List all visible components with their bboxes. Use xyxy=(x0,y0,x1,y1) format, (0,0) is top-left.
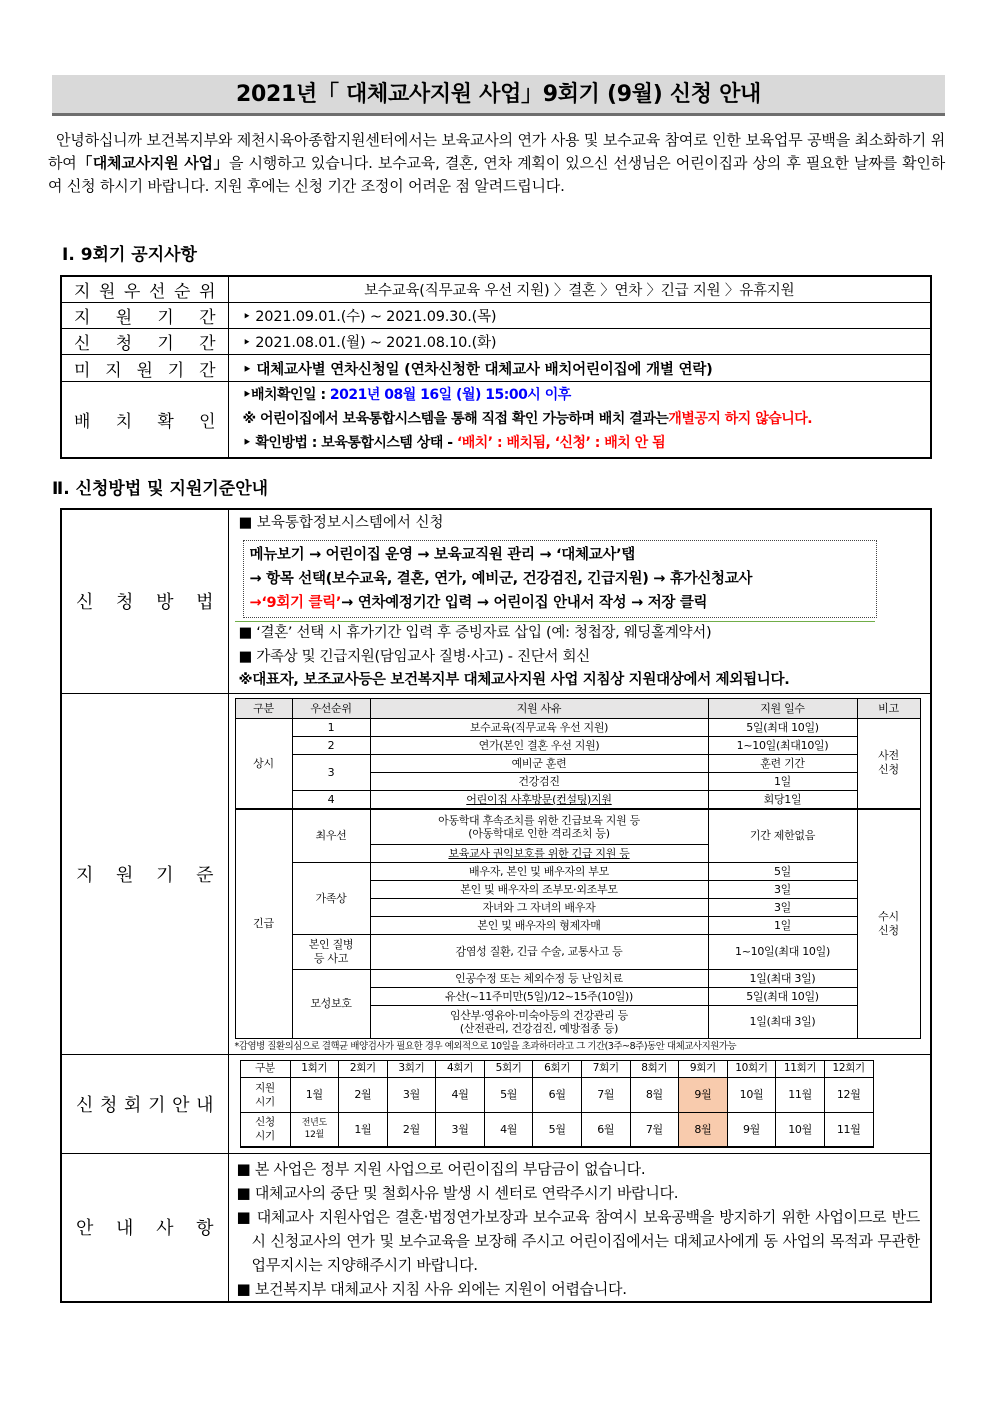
sessions-header-session: 4회기 xyxy=(436,1060,485,1077)
sessions-header-session: 11회기 xyxy=(776,1060,825,1077)
sessions-month-text: 7월 xyxy=(597,1088,615,1101)
sessions-month-cell xyxy=(824,1077,873,1112)
intro-paragraph xyxy=(48,129,945,198)
criteria-days: 기간 제한없음 xyxy=(708,809,857,862)
sessions-month-text: 12월 xyxy=(836,1088,861,1101)
criteria-group-urgent: 긴급 xyxy=(235,809,292,1038)
method-note-marriage: ■ ‘결혼’ 선택 시 휴가기간 입력 후 증빙자료 삽입 (예: 청첩장, 웨딩홀계약서) xyxy=(238,625,712,641)
sessions-month-text: 6월 xyxy=(548,1088,566,1101)
support-period-row xyxy=(61,303,931,329)
criteria-header-days: 지원 일수 xyxy=(708,698,857,718)
sessions-month-text: 8월 xyxy=(694,1122,712,1136)
criteria-row-item xyxy=(235,754,920,772)
criteria-days: 5일(최대 10일) xyxy=(708,718,857,736)
menu-path-line-1: 메뉴보기 → 어린이집 운영 → 보육교직원 관리 → ‘대체교사’탭 xyxy=(249,547,636,563)
unsupported-period-label: 미 지 원 기 간 xyxy=(61,355,228,382)
criteria-reason: 보수교육(직무교육 우선 지원) xyxy=(370,718,708,736)
sessions-header-session: 9회기 xyxy=(679,1060,728,1077)
info-row xyxy=(61,1153,931,1302)
criteria-label: 지 원 기 준 xyxy=(61,693,228,1054)
sessions-month-text: 1월 xyxy=(305,1088,323,1101)
sessions-month-cell xyxy=(776,1112,825,1147)
criteria-note-urgent-text: 수시 신청 xyxy=(878,909,899,937)
menu-path-box xyxy=(243,540,877,618)
criteria-days: 1일(최대 3일) xyxy=(708,1005,857,1038)
criteria-row-item xyxy=(235,862,920,880)
criteria-reason: 연가(본인 결혼 우선 지원) xyxy=(370,736,708,754)
info-label: 안 내 사 항 xyxy=(61,1153,228,1302)
method-exclusion: ※대표자, 보조교사등은 보건복지부 대체교사지원 사업 지침상 지원대상에서 제외됩니다. xyxy=(238,672,790,688)
sessions-header-row xyxy=(240,1060,873,1077)
criteria-days: 훈련 기간 xyxy=(708,754,857,772)
sessions-month-text: 5월 xyxy=(500,1088,518,1101)
criteria-reason: 본인 및 배우자의 형제자매 xyxy=(370,916,708,934)
criteria-priority: 2 xyxy=(292,736,370,754)
criteria-days: 1~10일(최대 10일) xyxy=(708,934,857,969)
sessions-month-cell xyxy=(290,1077,339,1112)
criteria-header-priority: 우선순위 xyxy=(292,698,370,718)
sessions-month-cell xyxy=(581,1112,630,1147)
sessions-month-text: 3월 xyxy=(402,1088,420,1101)
sessions-table xyxy=(240,1060,874,1149)
placement-date-line xyxy=(243,383,931,407)
priority-label: 지 원 우 선 순 위 xyxy=(61,276,228,303)
notice-table xyxy=(60,275,932,459)
criteria-reason xyxy=(370,809,708,844)
criteria-header-note: 비고 xyxy=(857,698,920,718)
apply-period-value: ‣ 2021.08.01.(월) ~ 2021.08.10.(화) xyxy=(228,329,931,355)
criteria-days: 5일(최대 10일) xyxy=(708,987,857,1005)
criteria-header-category: 구분 xyxy=(235,698,292,718)
sessions-month-text: 6월 xyxy=(597,1122,615,1136)
sessions-month-cell xyxy=(824,1112,873,1147)
sessions-month-text: 10월 xyxy=(788,1122,812,1136)
criteria-priority: 최우선 xyxy=(292,809,370,862)
sessions-month-cell xyxy=(533,1077,582,1112)
sessions-month-cell xyxy=(387,1077,436,1112)
section-1-heading: Ⅰ. 9회기 공지사항 xyxy=(62,245,197,265)
sessions-row-label xyxy=(240,1077,290,1112)
sessions-month-cell xyxy=(776,1077,825,1112)
apply-period-row xyxy=(61,329,931,355)
criteria-reason xyxy=(370,1005,708,1038)
criteria-days: 5일 xyxy=(708,862,857,880)
info-content xyxy=(228,1153,931,1302)
sessions-month-text: 2월 xyxy=(402,1122,420,1136)
criteria-row-item xyxy=(235,736,920,754)
document-title: 2021년「 대체교사지원 사업」9회기 (9월) 신청 안내 xyxy=(236,82,761,107)
criteria-note-urgent xyxy=(857,809,920,1038)
sessions-month-cell xyxy=(339,1112,388,1147)
sessions-header-session: 5회기 xyxy=(484,1060,533,1077)
info-item: ■ 대체교사 지원사업은 결혼·법정연가보장과 보수교육 참여시 보육공백을 방지하기 위한 사업이므로 반드시 신청교사의 연가 및 보수교육을 보장해 주시고 어린이집에서는 대체교사에게 동 사업의 목적과 무관한 업무지시는 지양해주시기 바랍니다. xyxy=(236,1207,920,1274)
sessions-header-session: 2회기 xyxy=(339,1060,388,1077)
criteria-note-regular xyxy=(857,718,920,809)
criteria-reason: 감염성 질환, 긴급 수술, 교통사고 등 xyxy=(370,934,708,969)
criteria-row-item xyxy=(235,969,920,987)
sessions-month-text: 7월 xyxy=(645,1122,663,1136)
sessions-row-label xyxy=(240,1112,290,1147)
info-item: ■ 보건복지부 대체교사 지침 사유 외에는 지원이 어렵습니다. xyxy=(236,1279,627,1298)
criteria-note-regular-text: 사전 신청 xyxy=(878,749,899,777)
criteria-table xyxy=(235,698,921,1039)
criteria-days: 1일 xyxy=(708,772,857,790)
sessions-month-cell xyxy=(581,1077,630,1112)
menu-path-line-3-rest: → 연차예정기간 입력 → 어린이집 안내서 작성 → 저장 클릭 xyxy=(341,595,708,611)
menu-path-line-2: → 항목 선택(보수교육, 결혼, 연가, 예비군, 건강검진, 긴급지원) → 휴가신청교사 xyxy=(249,571,753,587)
method-label: 신 청 방 법 xyxy=(61,509,228,693)
criteria-reason: 예비군 훈련 xyxy=(370,754,708,772)
sessions-header-session: 6회기 xyxy=(533,1060,582,1077)
sessions-month-cell xyxy=(484,1077,533,1112)
sessions-month-cell xyxy=(533,1112,582,1147)
sessions-row-label-text: 지원 시기 xyxy=(255,1081,275,1108)
criteria-row-item xyxy=(235,934,920,969)
method-note-bereavement: ■ 가족상 및 긴급지원(담임교사 질병·사고) - 진단서 회신 xyxy=(238,648,590,665)
criteria-priority: 1 xyxy=(292,718,370,736)
menu-path-line-3 xyxy=(250,591,870,615)
sessions-month-cell xyxy=(484,1112,533,1147)
intro-text-start: 안녕하십니까 보건복지부와 제천시육아종합지원센터에서는 보육교사의 연가 사용 및 보수교육 참여로 인한 보육업무 공백을 최소화하기 위하여 xyxy=(48,131,945,172)
criteria-reason-line: 임산부·영유아·미숙아등의 건강관리 등 xyxy=(449,1008,628,1022)
sessions-header-session: 8회기 xyxy=(630,1060,679,1077)
placement-value xyxy=(228,382,931,458)
guide-table xyxy=(60,508,932,1303)
sessions-month-text: 1월 xyxy=(354,1122,372,1136)
criteria-days: 3일 xyxy=(708,880,857,898)
sessions-label: 신 청 회 기 안 내 xyxy=(61,1054,228,1153)
criteria-reason-line: (아동학대로 인한 격리조치 등) xyxy=(468,826,610,840)
criteria-reason: 인공수정 또는 체외수정 등 난임치료 xyxy=(370,969,708,987)
criteria-reason: 어린이집 사후방문(컨설팅)지원 xyxy=(370,790,708,809)
placement-date: 2021년 08월 16일 (월) 15:00시 이후 xyxy=(329,387,571,404)
criteria-header-row xyxy=(235,698,920,718)
placement-method-line xyxy=(243,431,931,455)
method-row xyxy=(61,509,931,693)
placement-note: ※ 어린이집에서 보육통합시스템을 통해 직접 확인 가능하며 배치 결과는 xyxy=(242,411,669,428)
placement-date-prefix: ‣배치확인일 : xyxy=(242,387,330,404)
criteria-days: 1일 xyxy=(708,916,857,934)
criteria-days: 1일(최대 3일) xyxy=(708,969,857,987)
sessions-header-category: 구분 xyxy=(240,1060,290,1077)
unsupported-period-row xyxy=(61,355,931,382)
placement-row xyxy=(61,382,931,458)
criteria-reason: 본인 및 배우자의 조부모·외조부모 xyxy=(370,880,708,898)
sessions-header-session: 10회기 xyxy=(727,1060,776,1077)
info-item: ■ 본 사업은 정부 지원 사업으로 어린이집의 부담금이 없습니다. xyxy=(236,1159,646,1178)
sessions-month-text: 10월 xyxy=(739,1088,764,1101)
criteria-reason: 배우자, 본인 및 배우자의 부모 xyxy=(370,862,708,880)
criteria-group-regular: 상시 xyxy=(235,718,292,809)
criteria-reason-line: 아동학대 후속조치를 위한 긴급보육 지원 등 xyxy=(438,813,640,827)
sessions-month-text: 4월 xyxy=(451,1088,469,1101)
title-banner xyxy=(52,75,945,116)
criteria-priority-illness: 본인 질병 등 사고 xyxy=(308,937,354,965)
placement-method: ‣ 확인방법 : 보육통합시스템 상태 - xyxy=(242,435,457,452)
sessions-month-text: 11월 xyxy=(836,1122,861,1136)
method-content xyxy=(228,509,931,693)
sessions-month-cell xyxy=(339,1077,388,1112)
support-period-value: ‣ 2021.09.01.(수) ~ 2021.09.30.(목) xyxy=(228,303,931,329)
sessions-support-month-row xyxy=(240,1077,873,1112)
sessions-month-cell xyxy=(727,1112,776,1147)
criteria-days: 회당1일 xyxy=(708,790,857,809)
criteria-priority: 모성보호 xyxy=(292,969,370,1038)
criteria-reason-line: (산전관리, 건강검진, 예방접종 등) xyxy=(459,1021,619,1035)
info-item: ■ 대체교사의 중단 및 철회사유 발생 시 센터로 연락주시기 바랍니다. xyxy=(236,1183,679,1202)
placement-method-status: ‘배치’ : 배치됨, ‘신청’ : 배치 안 됨 xyxy=(456,435,666,452)
criteria-reason: 보육교사 권익보호를 위한 긴급 지원 등 xyxy=(370,844,708,862)
sessions-month-text: 9월 xyxy=(742,1122,760,1136)
criteria-reason: 유산(~11주미만(5일)/12~15주(10일)) xyxy=(370,987,708,1005)
sessions-month-text: 8월 xyxy=(645,1088,663,1101)
sessions-month-text: 5월 xyxy=(548,1122,566,1136)
sessions-month-text: 9월 xyxy=(694,1088,712,1101)
sessions-header-session: 1회기 xyxy=(290,1060,339,1077)
sessions-month-text: 4월 xyxy=(500,1122,518,1136)
support-period-label: 지 원 기 간 xyxy=(61,303,228,329)
sessions-month-text: 2월 xyxy=(354,1088,372,1101)
sessions-month-text: 전년도 12월 xyxy=(301,1118,327,1141)
criteria-days: 3일 xyxy=(708,898,857,916)
sessions-month-cell xyxy=(436,1077,485,1112)
menu-path-session-click: →‘9회기 클릭’ xyxy=(249,595,342,611)
criteria-row-item xyxy=(235,718,920,736)
criteria-row-item xyxy=(235,790,920,809)
section-2-heading: Ⅱ. 신청방법 및 지원기준안내 xyxy=(52,479,269,499)
intro-program-name: 「대체교사지원 사업」 xyxy=(76,154,229,172)
unsupported-period-value: ‣ 대체교사별 연차신청일 (연차신청한 대체교사 배치어린이집에 개별 연락) xyxy=(228,355,931,382)
sessions-month-text: 11월 xyxy=(788,1088,812,1101)
sessions-month-cell xyxy=(727,1077,776,1112)
criteria-content xyxy=(228,693,931,1054)
method-system: ■ 보육통합정보시스템에서 신청 xyxy=(238,515,444,531)
sessions-header-session: 7회기 xyxy=(581,1060,630,1077)
apply-period-label: 신 청 기 간 xyxy=(61,329,228,355)
intro-text-end: 을 시행하고 있습니다. 보수교육, 결혼, 연차 계획이 있으신 선생님은 어린이집과 상의 후 필요한 날짜를 확인하여 신청 하시기 바랍니다. 지원 후에는 신청 기간 조정이 어려운 점 알려드립니다. xyxy=(48,154,945,195)
sessions-month-cell xyxy=(679,1077,728,1112)
sessions-month-cell xyxy=(679,1112,728,1147)
criteria-days: 1~10일(최대10일) xyxy=(708,736,857,754)
sessions-month-cell xyxy=(630,1112,679,1147)
criteria-priority: 4 xyxy=(292,790,370,809)
sessions-header-session: 3회기 xyxy=(387,1060,436,1077)
method-notes xyxy=(235,622,931,693)
placement-label: 배 치 확 인 xyxy=(61,382,228,458)
criteria-priority xyxy=(292,934,370,969)
sessions-header-session: 12회기 xyxy=(824,1060,873,1077)
priority-value: 보수교육(직무교육 우선 지원) 〉결혼 〉연차 〉긴급 지원 〉유휴지원 xyxy=(228,276,931,303)
sessions-month-cell xyxy=(387,1112,436,1147)
sessions-row-label-text: 신청 시기 xyxy=(255,1116,275,1143)
criteria-row xyxy=(61,693,931,1054)
sessions-month-text: 3월 xyxy=(451,1122,469,1136)
criteria-row-item xyxy=(235,809,920,844)
criteria-footnote: *감염병 질환의심으로 결핵균 배양검사가 필요한 경우 예외적으로 10일을 초과하더라고 그 기간(3주~8주)동안 대체교사지원가능 xyxy=(234,1040,737,1052)
sessions-month-cell xyxy=(436,1112,485,1147)
sessions-row xyxy=(61,1054,931,1153)
criteria-priority: 가족상 xyxy=(292,862,370,934)
sessions-month-cell xyxy=(630,1077,679,1112)
sessions-month-cell xyxy=(290,1112,339,1147)
placement-note-warning: 개별공지 하지 않습니다. xyxy=(668,411,813,428)
sessions-apply-month-row xyxy=(240,1112,873,1147)
criteria-priority: 3 xyxy=(292,754,370,790)
priority-row xyxy=(61,276,931,303)
placement-note-line xyxy=(243,407,931,431)
sessions-content xyxy=(228,1054,931,1153)
criteria-header-reason: 지원 사유 xyxy=(370,698,708,718)
criteria-reason: 건강검진 xyxy=(370,772,708,790)
criteria-reason: 자녀와 그 자녀의 배우자 xyxy=(370,898,708,916)
